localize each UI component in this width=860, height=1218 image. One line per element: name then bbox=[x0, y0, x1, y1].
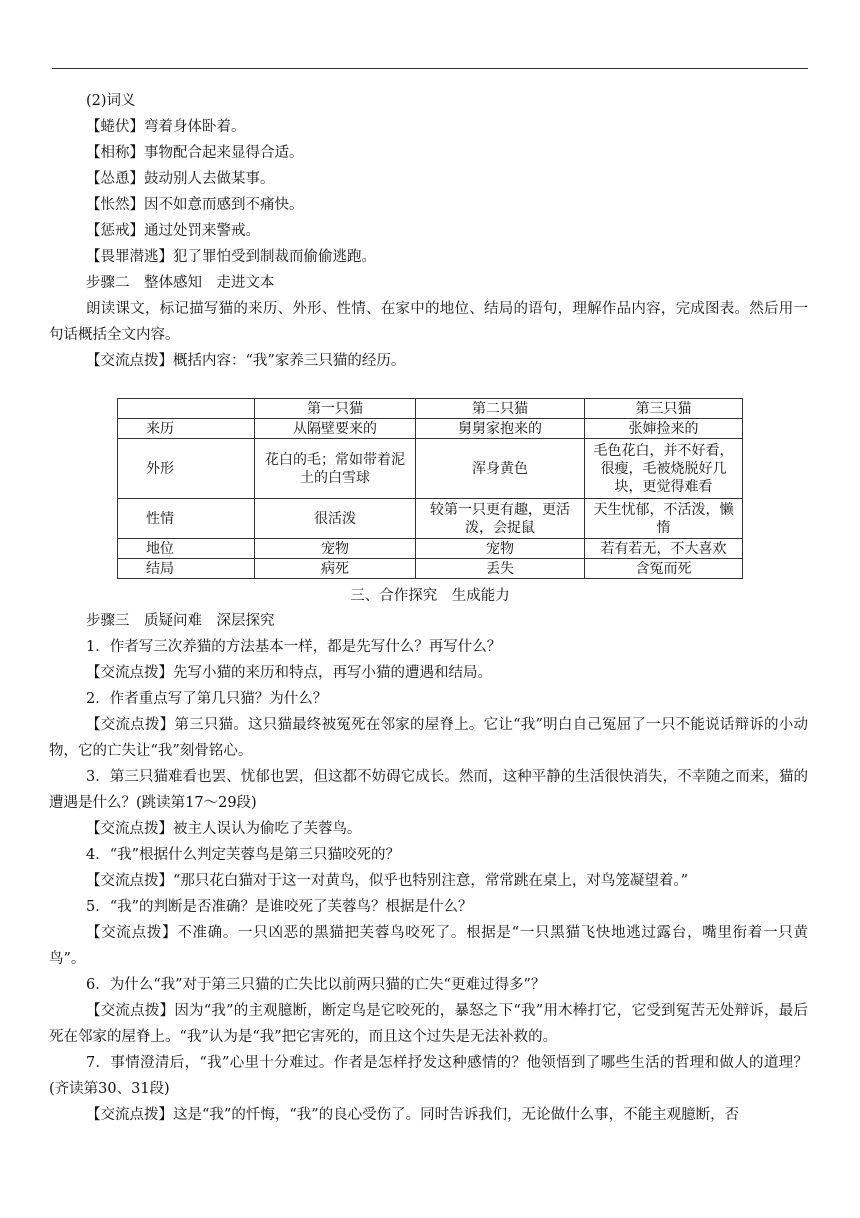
answer: 【交流点拨】被主人误认为偷吃了芙蓉鸟。 bbox=[86, 821, 362, 837]
question: 7．事情澄清后，“我”心里十分难过。作者是怎样抒发这种感情的？他领悟到了哪些生活的哲理和做人的道理？(齐读第30、31段) bbox=[49, 1055, 808, 1097]
answer: 【交流点拨】不准确。一只凶恶的黑猫把芙蓉鸟咬死了。根据是“一只黑猫飞快地逃过露台，嘴里衔着一只黄鸟”。 bbox=[49, 925, 808, 967]
table-row bbox=[118, 499, 743, 539]
table-header-cell bbox=[118, 399, 255, 419]
inquiry-section bbox=[49, 608, 809, 1128]
table-cell: 浑身黄色 bbox=[416, 439, 585, 499]
table-row bbox=[118, 559, 743, 579]
table-cell: 舅舅家抱来的 bbox=[416, 419, 585, 439]
answer: 【交流点拨】这是“我”的忏悔，“我”的良心受伤了。同时告诉我们，无论做什么事，不能主观臆断，否 bbox=[86, 1107, 740, 1123]
table-cell: 很活泼 bbox=[255, 499, 416, 539]
table-header-row bbox=[118, 399, 743, 419]
vocab-item: 【惩戒】通过处罚来警戒。 bbox=[86, 223, 260, 239]
answer: 【交流点拨】先写小猫的来历和特点，再写小猫的遭遇和结局。 bbox=[86, 665, 492, 681]
step-instructions: 朗读课文，标记描写猫的来历、外形、性情、在家中的地位、结局的语句，理解作品内容，完成图表。然后用一句话概括全文内容。 bbox=[49, 301, 808, 343]
table-row-label: 地位 bbox=[118, 539, 255, 559]
question: 3．第三只猫难看也罢、忧郁也罢，但这都不妨碍它成长。然而，这种平静的生活很快消失，不幸随之而来，猫的遭遇是什么？(跳读第17～29段) bbox=[49, 769, 808, 811]
table-cell: 毛色花白，并不好看，很瘦，毛被烧脱好几块，更觉得难看 bbox=[585, 439, 743, 499]
step-title: 步骤二 整体感知 走进文本 bbox=[86, 275, 275, 291]
answer: 【交流点拨】第三只猫。这只猫最终被冤死在邻家的屋脊上。它让“我”明白自己冤屈了一只不能说话辩诉的小动物，它的亡失让“我”刻骨铭心。 bbox=[49, 717, 809, 759]
vocab-item: 【畏罪潜逃】犯了罪怕受到制裁而偷偷逃跑。 bbox=[86, 249, 376, 265]
table-row-label: 来历 bbox=[118, 419, 255, 439]
table-cell: 若有若无，不大喜欢 bbox=[585, 539, 743, 559]
table-row bbox=[118, 419, 743, 439]
table-cell: 张婶捡来的 bbox=[585, 419, 743, 439]
answer: 【交流点拨】“那只花白猫对于这一对黄鸟，似乎也特别注意，常常跳在桌上，对鸟笼凝望着。” bbox=[86, 873, 689, 889]
table-cell: 含冤而死 bbox=[585, 559, 743, 579]
vocab-section bbox=[49, 88, 808, 374]
table-cell: 丢失 bbox=[416, 559, 585, 579]
step-title: 步骤三 质疑问难 深层探究 bbox=[86, 613, 275, 629]
answer: 【交流点拨】因为“我”的主观臆断，断定鸟是它咬死的，暴怒之下“我”用木棒打它，它受到冤苦无处辩诉，最后死在邻家的屋脊上。“我”认为是“我”把它害死的，而且这个过失是无法补救的。 bbox=[49, 1003, 809, 1045]
vocab-item: 【相称】事物配合起来显得合适。 bbox=[86, 145, 304, 161]
table-row-label: 性情 bbox=[118, 499, 255, 539]
subsection-heading: (2)词义 bbox=[86, 93, 136, 109]
table-header-cell: 第一只猫 bbox=[255, 399, 416, 419]
question: 1．作者写三次养猫的方法基本一样，都是先写什么？再写什么？ bbox=[86, 639, 502, 655]
tip-paragraph: 【交流点拨】概括内容：“我”家养三只猫的经历。 bbox=[86, 353, 406, 369]
header-rule bbox=[52, 68, 808, 69]
table-row-label: 结局 bbox=[118, 559, 255, 579]
cat-comparison-table bbox=[117, 398, 743, 579]
table-header-cell: 第三只猫 bbox=[585, 399, 743, 419]
table-cell: 从隔壁要来的 bbox=[255, 419, 416, 439]
table-header-cell: 第二只猫 bbox=[416, 399, 585, 419]
question: 4．“我”根据什么判定芙蓉鸟是第三只猫咬死的？ bbox=[86, 847, 401, 863]
table-cell: 天生忧郁，不活泼，懒惰 bbox=[585, 499, 743, 539]
vocab-item: 【怂恿】鼓动别人去做某事。 bbox=[86, 171, 275, 187]
table-cell: 宠物 bbox=[416, 539, 585, 559]
table-cell: 较第一只更有趣，更活泼，会捉鼠 bbox=[416, 499, 585, 539]
section-title: 三、合作探究 生成能力 bbox=[350, 588, 510, 604]
vocab-item: 【蜷伏】弯着身体卧着。 bbox=[86, 119, 246, 135]
table-cell: 花白的毛；常如带着泥土的白雪球 bbox=[255, 439, 416, 499]
table-row bbox=[118, 539, 743, 559]
table-cell: 宠物 bbox=[255, 539, 416, 559]
question: 6．为什么“我”对于第三只猫的亡失比以前两只猫的亡失“更难过得多”？ bbox=[86, 977, 546, 993]
question: 2．作者重点写了第几只猫？为什么？ bbox=[86, 691, 328, 707]
question: 5．“我”的判断是否准确？是谁咬死了芙蓉鸟？根据是什么？ bbox=[86, 899, 473, 915]
table-row-label: 外形 bbox=[118, 439, 255, 499]
table-cell: 病死 bbox=[255, 559, 416, 579]
table-row bbox=[118, 439, 743, 499]
vocab-item: 【怅然】因不如意而感到不痛快。 bbox=[86, 197, 304, 213]
